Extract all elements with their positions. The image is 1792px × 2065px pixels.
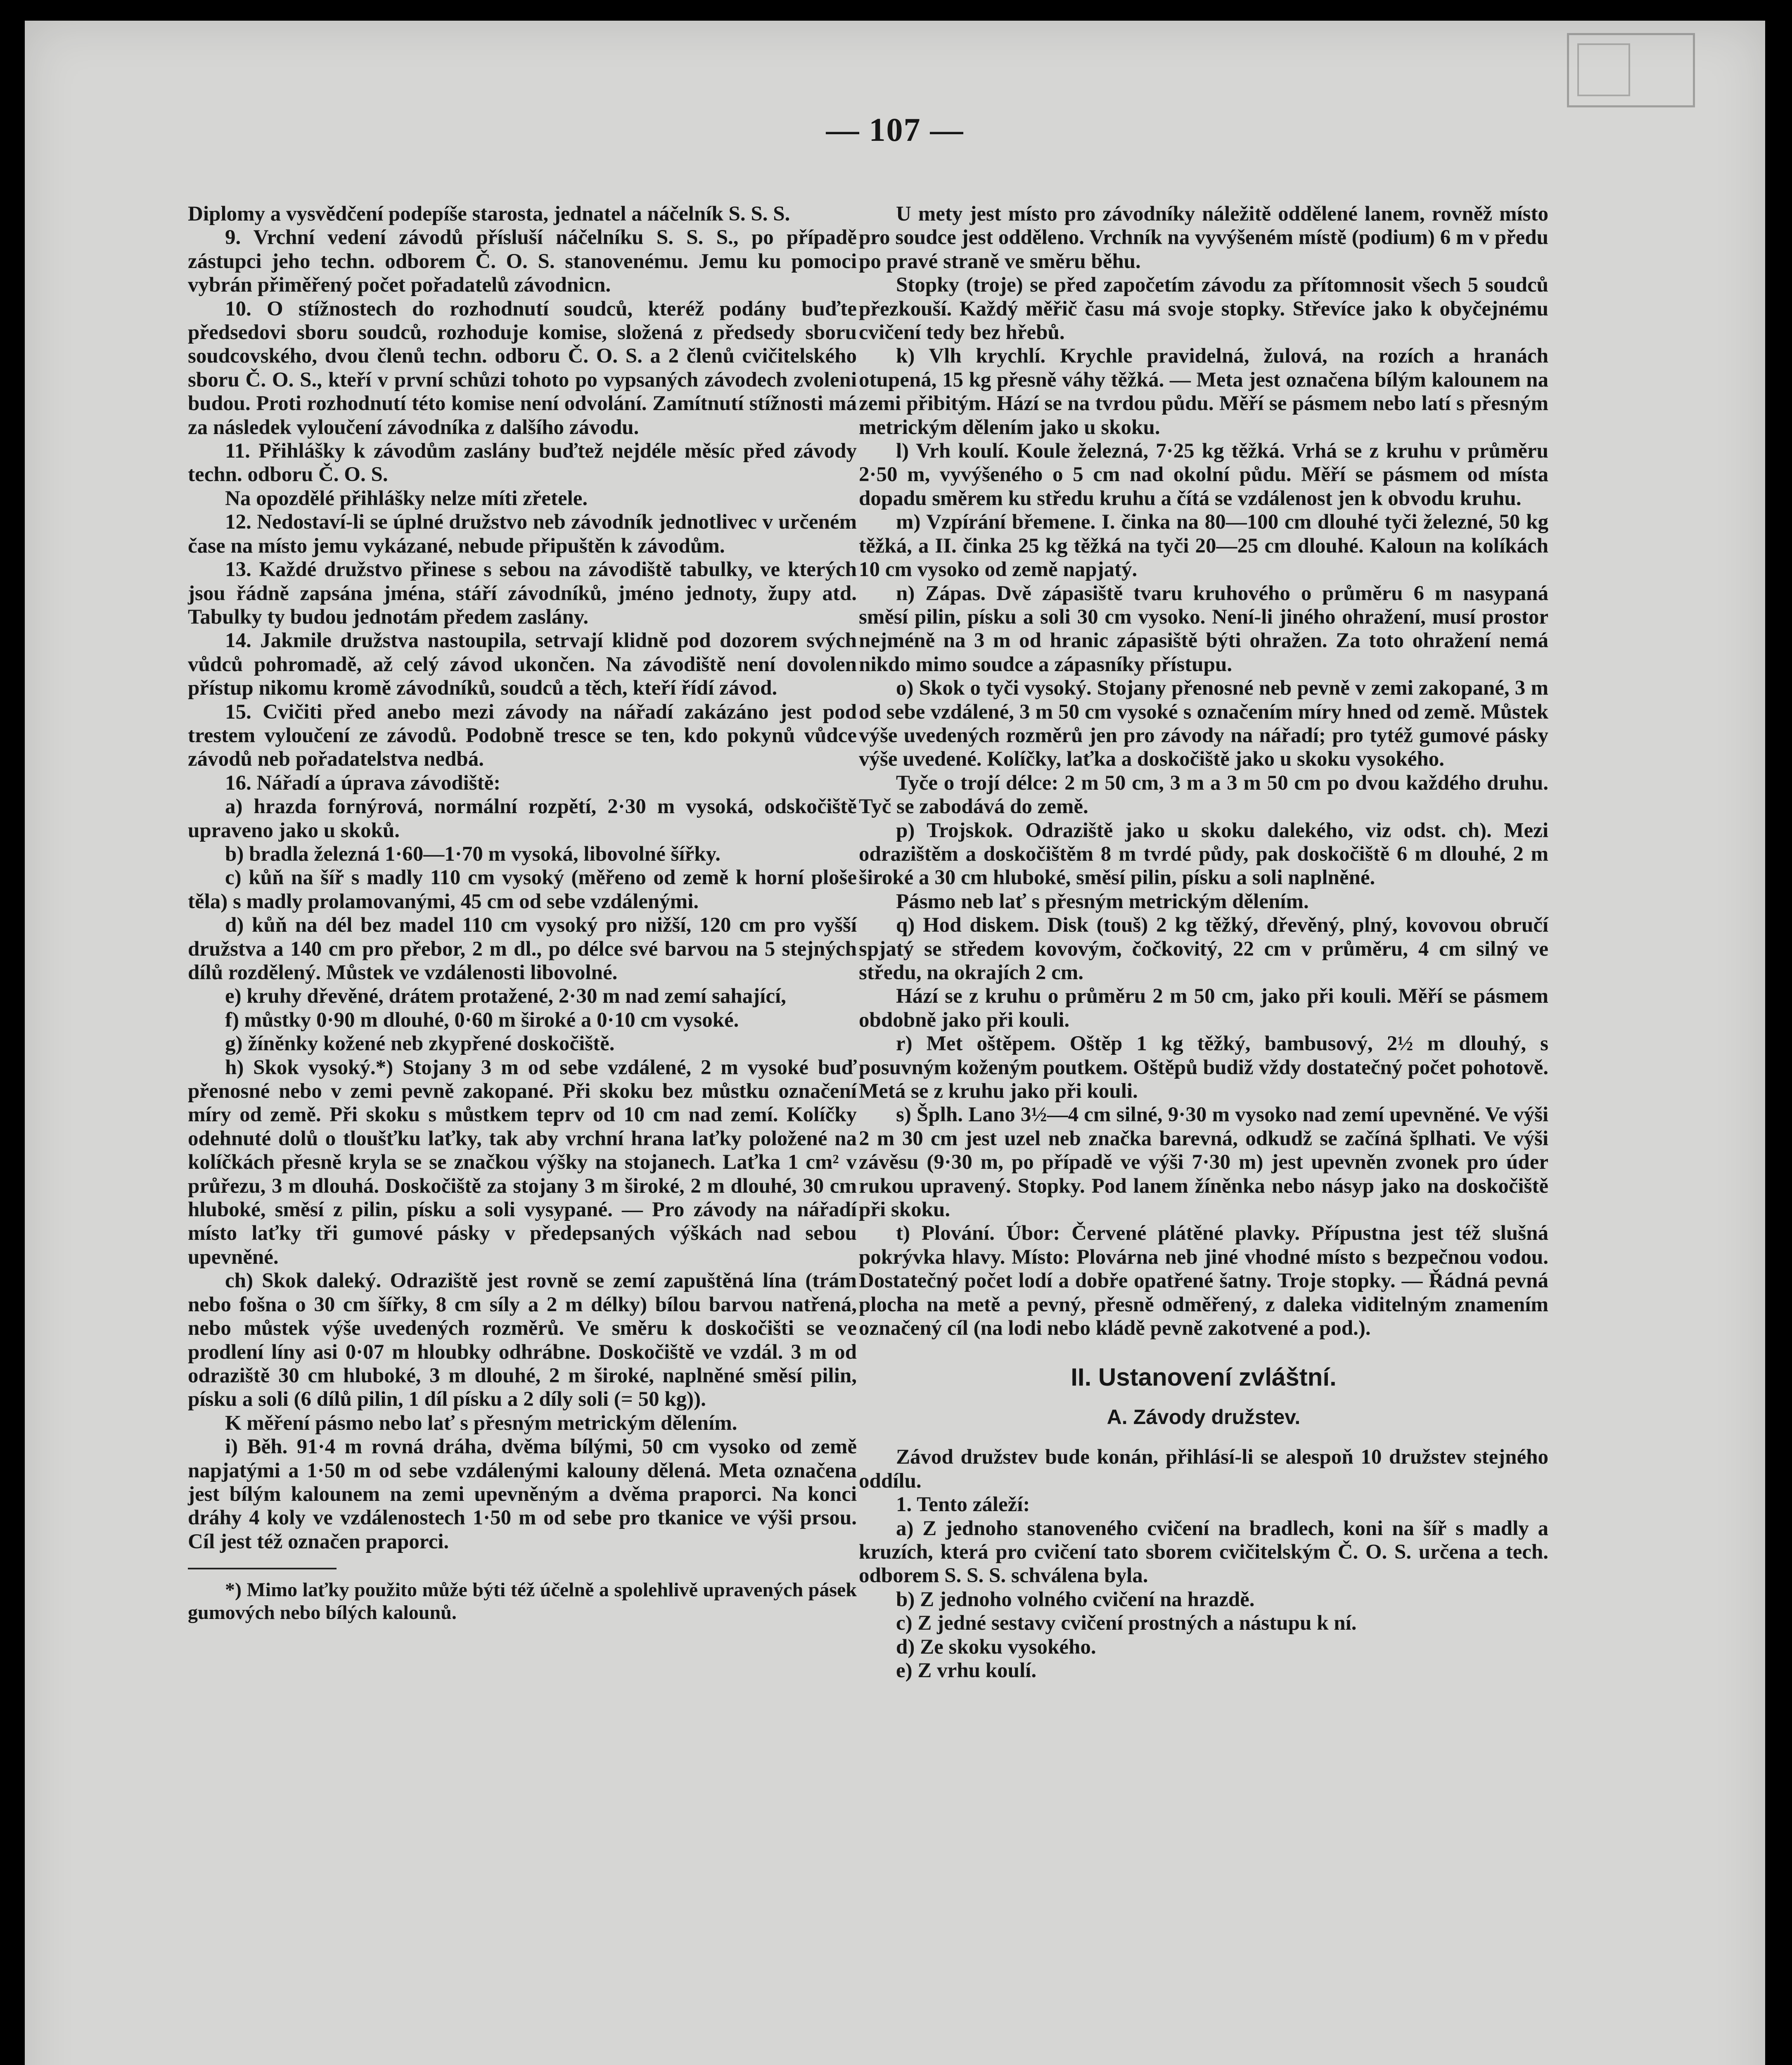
paragraph: 12. Nedostaví-li se úplné družstvo neb závodník jednotlivec v určeném čase na místo jemu vykázané, nebude připuštěn k závodům.	[188, 510, 857, 558]
paragraph: Hází se z kruhu o průměru 2 m 50 cm, jako při kouli. Měří se pásmem obdobně jako při kouli.	[859, 985, 1548, 1032]
paragraph: i) Běh. 91·4 m rovná dráha, dvěma bílými, 50 cm vysoko od země napjatými a 1·50 m od sebe vzdálenými kalouny dělená. Meta označena jest bílým kalounem na zemi upevněným a dvěma praporci. Na konci dráhy 4 koly ve vzdálenostech 1·50 m od sebe pro tkanice ve výši prsou. Cíl jest též označen praporci.	[188, 1435, 857, 1553]
paragraph: b) bradla železná 1·60—1·70 m vysoká, libovolné šířky.	[225, 842, 721, 866]
paragraph: 15. Cvičiti před anebo mezi závody na nářadí zakázáno jest pod trestem vyloučení ze závodů. Podobně tresce se ten, kdo pokynů vůdce závodů neb pořadatelstva nedbá.	[188, 700, 857, 771]
footnote-divider	[188, 1568, 337, 1569]
left-column	[188, 202, 857, 1624]
section-heading: II. Ustanovení zvláštní.	[1071, 1363, 1337, 1391]
paragraph: a) Z jednoho stanoveného cvičení na bradlech, koni na šíř s madly a kruzích, která pro cvičení tato sborem cvičitelským Č. O. S. určena a tech. odborem S. S. S. schválena byla.	[859, 1517, 1548, 1588]
paragraph: g) žíněnky kožené neb zkypřené doskočiště.	[225, 1032, 615, 1056]
paragraph: l) Vrh koulí. Koule železná, 7·25 kg těžká. Vrhá se z kruhu v průměru 2·50 m, vyvýšeného o 5 cm nad okolní půdu. Měří se pásmem od místa dopadu směrem ku středu kruhu a čítá se vzdálenost jen k obvodu kruhu.	[859, 439, 1548, 510]
right-tail-paragraphs	[859, 1446, 1548, 1683]
paragraph: r) Met oštěpem. Oštěp 1 kg těžký, bambusový, 2½ m dlouhý, s posuvným koženým poutkem. Oštěpů budiž vždy dostatečný počet pohotově. Metá se z kruhu jako při kouli.	[859, 1032, 1548, 1103]
paragraph: d) Ze skoku vysokého.	[896, 1635, 1096, 1659]
paragraph: c) Z jedné sestavy cvičení prostných a nástupu k ní.	[896, 1612, 1357, 1635]
paragraph: c) kůň na šíř s madly 110 cm vysoký (měřeno od země k horní ploše těla) s madly prolamovanými, 45 cm od sebe vzdálenými.	[188, 866, 857, 913]
paragraph: ch) Skok daleký. Odraziště jest rovně se zemí zapuštěná lína (trám nebo fošna o 30 cm šířky, 8 cm síly a 2 m délky) bílou barvou natřená, nebo můstek výše uvedených rozměrů. Ve směru k doskočišti se ve prodlení líny asi 0·07 m hloubky odhrábne. Doskočiště ve vzdál. 3 m od odraziště 30 cm hluboké, 3 m dlouhé, 2 m široké, naplněné směsí pilin, písku a soli (6 dílů pilin, 1 díl písku a 2 díly soli (= 50 kg)).	[188, 1269, 857, 1411]
library-stamp	[1567, 33, 1695, 107]
paragraph: 10. O stížnostech do rozhodnutí soudců, kteréž podány buďte předsedovi sboru soudců, rozhoduje komise, složená z předsedy sboru soudcovského, dvou členů techn. odboru Č. O. S. a 2 členů cvičitelského sboru Č. O. S., kteří v první schůzi tohoto po vypsaných závodech zvoleni budou. Proti rozhodnutí této komise není odvolání. Zamítnutí stížnosti má za následek vyloučení závodníka z dalšího závodu.	[188, 297, 857, 439]
paragraph: 13. Každé družstvo přinese s sebou na závodiště tabulky, ve kterých jsou řádně zapsána jména, stáří závodníků, jméno jednoty, župy atd. Tabulky ty budou jednotám předem zaslány.	[188, 558, 857, 629]
right-paragraphs	[859, 202, 1548, 1341]
paragraph: Pásmo neb lať s přesným metrickým dělením.	[896, 890, 1309, 913]
paragraph: 16. Nářadí a úprava závodiště:	[225, 771, 501, 795]
paragraph: n) Zápas. Dvě zápasiště tvaru kruhového o průměru 6 m nasypaná směsí pilin, písku a soli 30 cm vysoko. Není-li jiného ohražení, musí prostor nejméně na 3 m od hranic zápasiště býti ohražen. Za toto ohražení nemá nikdo mimo soudce a zápasníky přístupu.	[859, 582, 1548, 676]
paragraph: Diplomy a vysvědčení podepíše starosta, jednatel a náčelník S. S. S.	[188, 202, 790, 225]
paragraph: q) Hod diskem. Disk (touš) 2 kg těžký, dřevěný, plný, kovovou obručí spjatý se středem kovovým, čočkovitý, 22 cm v průměru, 4 cm silný ve středu, na okrajích 2 cm.	[859, 914, 1548, 984]
paragraph: 9. Vrchní vedení závodů přísluší náčelníku S. S. S., po případě zástupci jeho techn. odborem Č. O. S. stanovenému. Jemu ku pomoci vybrán přiměřený počet pořadatelů závodnicn.	[188, 226, 857, 297]
paragraph: m) Vzpírání břemene. I. činka na 80—100 cm dlouhé tyči železné, 50 kg těžká, a II. činka 25 kg těžká na tyči 20—25 cm dlouhé. Kaloun na kolíkách 10 cm vysoko od země napjatý.	[859, 510, 1548, 582]
paragraph: f) můstky 0·90 m dlouhé, 0·60 m široké a 0·10 cm vysoké.	[225, 1008, 739, 1032]
paragraph: e) Z vrhu koulí.	[896, 1659, 1037, 1682]
right-column	[859, 202, 1548, 1683]
paragraph: a) hrazda fornýrová, normální rozpětí, 2·30 m vysoká, odskočiště upraveno jako u skoků.	[188, 795, 857, 842]
page-number: — 107 —	[826, 112, 964, 148]
paragraph: e) kruhy dřevěné, drátem protažené, 2·30 m nad zemí sahající,	[225, 985, 786, 1008]
paragraph: t) Plování. Úbor: Červené plátěné plavky. Přípustna jest též slušná pokrývka hlavy. Místo: Plovárna neb jiné vhodné místo s bezpečnou vodou. Dostatečný počet lodí a dobře opatřené šatny. Troje stopky. — Řádná pevná plocha na metě a pevný, přesně odměřený, z daleka viditelným znamením označený cíl (na lodi nebo kládě pevně zakotvené a pod.).	[859, 1222, 1548, 1340]
footnote: *) Mimo laťky použito může býti též účelně a spolehlivě upravených pásek gumových nebo bílých kalounů.	[188, 1579, 857, 1624]
paragraph: k) Vlh krychlí. Krychle pravidelná, žulová, na rozích a hranách otupená, 15 kg přesně váhy těžká. — Meta jest označena bílým kalounem na zemi přibitým. Hází se na tvrdou půdu. Měří se pásmem nebo latí s přesným metrickým dělením jako u skoku.	[859, 344, 1548, 439]
paragraph: Na opozdělé přihlášky nelze míti zřetele.	[225, 487, 588, 510]
paragraph: o) Skok o tyči vysoký. Stojany přenosné neb pevně v zemi zakopané, 3 m od sebe vzdálené, 3 m 50 cm vysoké s označením míry hned od země. Můstek výše uvedených rozměrů jen pro závody na nářadí; pro tytéž gumové pásky výše uvedené. Kolíčky, laťka a doskočiště jako u skoku vysokého.	[859, 676, 1548, 771]
paragraph: b) Z jednoho volného cvičení na hrazdě.	[896, 1588, 1255, 1611]
paragraph: U mety jest místo pro závodníky náležitě oddělené lanem, rovněž místo pro soudce jest odděleno. Vrchník na vyvýšeném místě (podium) 6 m v předu po pravé straně ve směru běhu.	[859, 202, 1548, 273]
paragraph: Tyče o trojí délce: 2 m 50 cm, 3 m a 3 m 50 cm po dvou každého druhu. Tyč se zabodává do země.	[859, 771, 1548, 819]
paragraph: 1. Tento záleží:	[896, 1493, 1030, 1517]
paragraph: h) Skok vysoký.*) Stojany 3 m od sebe vzdálené, 2 m vysoké buď přenosné nebo v zemi pevně zakopané. Při skoku bez můstku označení míry od země. Při skoku s můstkem teprv od 10 cm nad zemí. Kolíčky odehnuté dolů o tloušťku laťky, tak aby vrchní hrana laťky položené na kolíčkách přesně kryla se se značkou výšky na stojanech. Laťka 1 cm² v průřezu, 3 m dlouhá. Doskočiště za stojany 3 m široké, 2 m dlouhé, 30 cm hluboké, směsí z pilin, písku a soli vysypané. — Pro závody na nářadí místo laťky tři gumové pásky v předepsaných výškách nad sebou upevněné.	[188, 1056, 857, 1269]
paragraph: Závod družstev bude konán, přihlásí-li se alespoň 10 družstev stejného oddílu.	[859, 1446, 1548, 1493]
left-paragraphs	[188, 202, 857, 1554]
paragraph: 14. Jakmile družstva nastoupila, setrvají klidně pod dozorem svých vůdců pohromadě, až celý závod ukončen. Na závodiště není dovolen přístup nikomu kromě závodníků, soudců a těch, kteří řídí závod.	[188, 629, 857, 700]
paragraph: 11. Přihlášky k závodům zaslány buďtež nejdéle měsíc před závody techn. odboru Č. O. S.	[188, 439, 857, 487]
paragraph: s) Šplh. Lano 3½—4 cm silné, 9·30 m vysoko nad zemí upevněné. Ve výši 2 m 30 cm jest uzel neb značka barevná, odkudž se začíná šplhati. Ve výši závěsu (9·30 m, po případě ve výši 7·30 m) jest upevněn zvonek pro úder rukou upravený. Stopky. Pod lanem žíněnka nebo násyp jako na doskočiště při skoku.	[859, 1103, 1548, 1222]
subsection-heading: A. Závody družstev.	[1107, 1405, 1301, 1429]
paragraph: K měření pásmo nebo lať s přesným metrickým dělením.	[225, 1411, 737, 1435]
paragraph: d) kůň na dél bez madel 110 cm vysoký pro nižší, 120 cm pro vyšší družstva a 140 cm pro přebor, 2 m dl., po délce své barvou na 5 stejných dílů rozdělený. Můstek ve vzdálenosti libovolné.	[188, 914, 857, 984]
paragraph: p) Trojskok. Odraziště jako u skoku dalekého, viz odst. ch). Mezi odrazištěm a doskočištěm 8 m tvrdé půdy, pak doskočiště 6 m dlouhé, 2 m široké a 30 cm hluboké, směsí pilin, písku a soli naplněné.	[859, 819, 1548, 890]
paragraph: Stopky (troje) se před započetím závodu za přítomnosit všech 5 soudců přezkouší. Každý měřič času má svoje stopky. Střevíce jako k obyčejnému cvičení tedy bez hřebů.	[859, 273, 1548, 344]
page-sheet	[25, 21, 1765, 2065]
